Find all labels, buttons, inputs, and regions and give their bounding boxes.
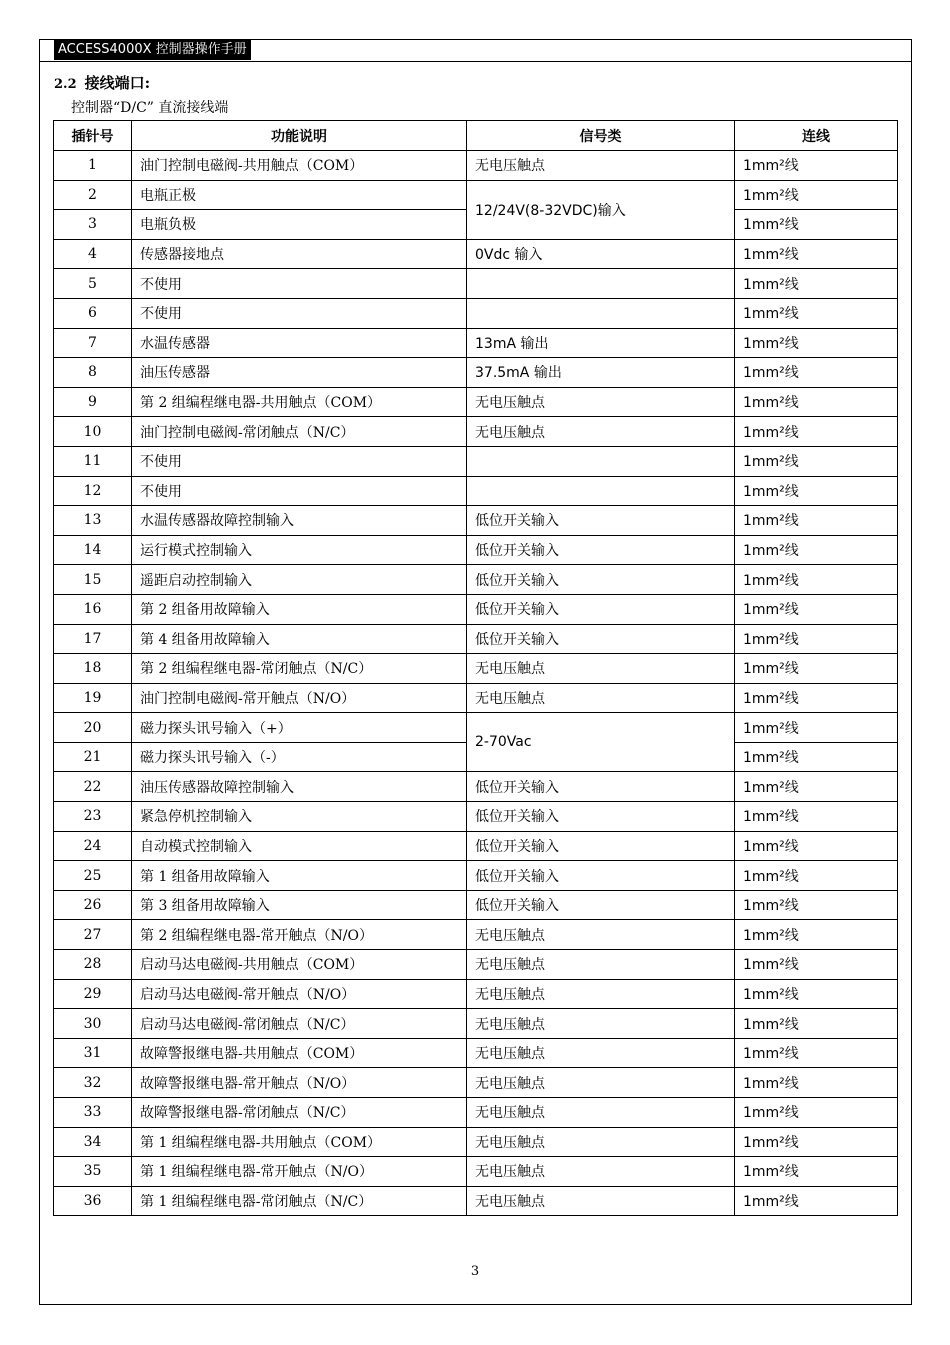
pin-number-cell: 4	[54, 239, 132, 269]
pin-number-cell: 12	[54, 476, 132, 506]
document-header-title: ACCESS4000X 控制器操作手册	[54, 39, 251, 60]
table-header-row	[54, 121, 898, 151]
column-header-wire: 连线	[735, 121, 898, 151]
wire-spec-cell: 1mm²线	[735, 1127, 898, 1157]
function-cell: 第 4 组备用故障输入	[132, 624, 467, 654]
function-cell: 电瓶正极	[132, 180, 467, 210]
pin-number-cell: 32	[54, 1068, 132, 1098]
wire-spec-cell: 1mm²线	[735, 328, 898, 358]
signal-type-cell: 低位开关输入	[467, 624, 735, 654]
wire-spec-cell: 1mm²线	[735, 446, 898, 476]
pin-number-cell: 5	[54, 269, 132, 299]
pin-number-cell: 14	[54, 535, 132, 565]
function-cell: 遥距启动控制输入	[132, 565, 467, 595]
function-cell: 不使用	[132, 446, 467, 476]
wire-spec-cell: 1mm²线	[735, 239, 898, 269]
signal-type-cell	[467, 269, 735, 299]
function-cell: 故障警报继电器-常闭触点（N/C）	[132, 1098, 467, 1128]
signal-type-cell: 低位开关输入	[467, 890, 735, 920]
wire-spec-cell: 1mm²线	[735, 535, 898, 565]
signal-type-cell: 无电压触点	[467, 1186, 735, 1216]
signal-type-cell: 2-70Vac	[467, 713, 735, 772]
table-row	[54, 861, 898, 891]
pin-number-cell: 3	[54, 210, 132, 240]
pin-number-cell: 6	[54, 298, 132, 328]
pin-number-cell: 15	[54, 565, 132, 595]
table-row	[54, 180, 898, 210]
section-subtitle: 控制器“D/C” 直流接线端	[71, 100, 229, 116]
wire-spec-cell: 1mm²线	[735, 506, 898, 536]
function-cell: 启动马达电磁阀-常开触点（N/O）	[132, 979, 467, 1009]
signal-type-cell: 37.5mA 输出	[467, 358, 735, 388]
table-row	[54, 506, 898, 536]
signal-type-cell: 无电压触点	[467, 979, 735, 1009]
signal-type-cell: 无电压触点	[467, 1068, 735, 1098]
table-row	[54, 831, 898, 861]
signal-type-cell	[467, 298, 735, 328]
function-cell: 电瓶负极	[132, 210, 467, 240]
table-row	[54, 1186, 898, 1216]
wire-spec-cell: 1mm²线	[735, 802, 898, 832]
signal-type-cell: 13mA 输出	[467, 328, 735, 358]
signal-type-cell: 低位开关输入	[467, 565, 735, 595]
wire-spec-cell: 1mm²线	[735, 742, 898, 772]
wire-spec-cell: 1mm²线	[735, 565, 898, 595]
function-cell: 油门控制电磁阀-共用触点（COM）	[132, 151, 467, 181]
pin-number-cell: 19	[54, 683, 132, 713]
pin-number-cell: 24	[54, 831, 132, 861]
table-row	[54, 417, 898, 447]
signal-type-cell: 低位开关输入	[467, 802, 735, 832]
table-row	[54, 446, 898, 476]
pin-number-cell: 22	[54, 772, 132, 802]
table-row	[54, 298, 898, 328]
function-cell: 运行模式控制输入	[132, 535, 467, 565]
wire-spec-cell: 1mm²线	[735, 772, 898, 802]
pin-number-cell: 16	[54, 594, 132, 624]
pin-number-cell: 1	[54, 151, 132, 181]
table-row	[54, 1127, 898, 1157]
signal-type-cell: 0Vdc 输入	[467, 239, 735, 269]
signal-type-cell: 无电压触点	[467, 1098, 735, 1128]
signal-type-cell: 无电压触点	[467, 1157, 735, 1187]
function-cell: 油门控制电磁阀-常开触点（N/O）	[132, 683, 467, 713]
pin-number-cell: 11	[54, 446, 132, 476]
signal-type-cell: 无电压触点	[467, 950, 735, 980]
pin-number-cell: 31	[54, 1038, 132, 1068]
signal-type-cell	[467, 446, 735, 476]
table-row	[54, 802, 898, 832]
table-row	[54, 358, 898, 388]
table-row	[54, 772, 898, 802]
function-cell: 故障警报继电器-共用触点（COM）	[132, 1038, 467, 1068]
wire-spec-cell: 1mm²线	[735, 683, 898, 713]
table-row	[54, 920, 898, 950]
pin-number-cell: 10	[54, 417, 132, 447]
table-row	[54, 683, 898, 713]
signal-type-cell: 无电压触点	[467, 151, 735, 181]
signal-type-cell: 无电压触点	[467, 1127, 735, 1157]
signal-type-cell: 无电压触点	[467, 387, 735, 417]
pin-number-cell: 26	[54, 890, 132, 920]
wiring-port-table	[53, 120, 898, 1216]
table-row	[54, 239, 898, 269]
function-cell: 油门控制电磁阀-常闭触点（N/C）	[132, 417, 467, 447]
signal-type-cell: 无电压触点	[467, 683, 735, 713]
wire-spec-cell: 1mm²线	[735, 298, 898, 328]
section-heading	[54, 72, 150, 93]
function-cell: 第 1 组编程继电器-共用触点（COM）	[132, 1127, 467, 1157]
function-cell: 第 1 组编程继电器-常闭触点（N/C）	[132, 1186, 467, 1216]
pin-number-cell: 18	[54, 654, 132, 684]
table-row	[54, 476, 898, 506]
wire-spec-cell: 1mm²线	[735, 1009, 898, 1039]
wire-spec-cell: 1mm²线	[735, 151, 898, 181]
function-cell: 第 3 组备用故障输入	[132, 890, 467, 920]
signal-type-cell: 低位开关输入	[467, 861, 735, 891]
signal-type-cell: 无电压触点	[467, 1009, 735, 1039]
table-row	[54, 1068, 898, 1098]
function-cell: 不使用	[132, 476, 467, 506]
table-row	[54, 713, 898, 743]
table-row	[54, 269, 898, 299]
column-header-signal: 信号类	[467, 121, 735, 151]
function-cell: 水温传感器故障控制输入	[132, 506, 467, 536]
table-row	[54, 1098, 898, 1128]
table-row	[54, 1157, 898, 1187]
pin-number-cell: 17	[54, 624, 132, 654]
wire-spec-cell: 1mm²线	[735, 476, 898, 506]
table-row	[54, 328, 898, 358]
wire-spec-cell: 1mm²线	[735, 1038, 898, 1068]
table-row	[54, 950, 898, 980]
wire-spec-cell: 1mm²线	[735, 387, 898, 417]
table-row	[54, 594, 898, 624]
wire-spec-cell: 1mm²线	[735, 1098, 898, 1128]
header-divider	[39, 61, 912, 62]
signal-type-cell	[467, 476, 735, 506]
function-cell: 第 2 组编程继电器-共用触点（COM）	[132, 387, 467, 417]
pin-number-cell: 9	[54, 387, 132, 417]
table-row	[54, 1009, 898, 1039]
signal-type-cell: 无电压触点	[467, 920, 735, 950]
signal-type-cell: 低位开关输入	[467, 594, 735, 624]
pin-number-cell: 28	[54, 950, 132, 980]
table-row	[54, 624, 898, 654]
pin-number-cell: 13	[54, 506, 132, 536]
signal-type-cell: 无电压触点	[467, 654, 735, 684]
pin-number-cell: 29	[54, 979, 132, 1009]
wire-spec-cell: 1mm²线	[735, 594, 898, 624]
pin-number-cell: 36	[54, 1186, 132, 1216]
pin-number-cell: 21	[54, 742, 132, 772]
function-cell: 故障警报继电器-常开触点（N/O）	[132, 1068, 467, 1098]
function-cell: 传感器接地点	[132, 239, 467, 269]
wire-spec-cell: 1mm²线	[735, 358, 898, 388]
pin-number-cell: 35	[54, 1157, 132, 1187]
pin-number-cell: 7	[54, 328, 132, 358]
pin-number-cell: 23	[54, 802, 132, 832]
signal-type-cell: 无电压触点	[467, 417, 735, 447]
wire-spec-cell: 1mm²线	[735, 1186, 898, 1216]
table-row	[54, 387, 898, 417]
wire-spec-cell: 1mm²线	[735, 210, 898, 240]
table-row	[54, 654, 898, 684]
function-cell: 不使用	[132, 298, 467, 328]
function-cell: 自动模式控制输入	[132, 831, 467, 861]
page-number: 3	[470, 1264, 480, 1279]
function-cell: 第 2 组编程继电器-常开触点（N/O）	[132, 920, 467, 950]
wire-spec-cell: 1mm²线	[735, 654, 898, 684]
function-cell: 第 1 组编程继电器-常开触点（N/O）	[132, 1157, 467, 1187]
table-row	[54, 1038, 898, 1068]
function-cell: 第 2 组备用故障输入	[132, 594, 467, 624]
pin-number-cell: 30	[54, 1009, 132, 1039]
wire-spec-cell: 1mm²线	[735, 624, 898, 654]
wire-spec-cell: 1mm²线	[735, 1157, 898, 1187]
table-row	[54, 535, 898, 565]
wire-spec-cell: 1mm²线	[735, 417, 898, 447]
function-cell: 启动马达电磁阀-常闭触点（N/C）	[132, 1009, 467, 1039]
column-header-pin: 插针号	[54, 121, 132, 151]
signal-type-cell: 无电压触点	[467, 1038, 735, 1068]
function-cell: 磁力探头讯号输入（+）	[132, 713, 467, 743]
wire-spec-cell: 1mm²线	[735, 269, 898, 299]
signal-type-cell: 低位开关输入	[467, 506, 735, 536]
signal-type-cell: 低位开关输入	[467, 831, 735, 861]
wire-spec-cell: 1mm²线	[735, 950, 898, 980]
table-row	[54, 979, 898, 1009]
wire-spec-cell: 1mm²线	[735, 979, 898, 1009]
wire-spec-cell: 1mm²线	[735, 920, 898, 950]
signal-type-cell: 12/24V(8-32VDC)输入	[467, 180, 735, 239]
wire-spec-cell: 1mm²线	[735, 890, 898, 920]
function-cell: 第 1 组备用故障输入	[132, 861, 467, 891]
function-cell: 不使用	[132, 269, 467, 299]
pin-number-cell: 33	[54, 1098, 132, 1128]
function-cell: 磁力探头讯号输入（-）	[132, 742, 467, 772]
function-cell: 紧急停机控制输入	[132, 802, 467, 832]
function-cell: 油压传感器	[132, 358, 467, 388]
pin-number-cell: 25	[54, 861, 132, 891]
table-row	[54, 890, 898, 920]
wire-spec-cell: 1mm²线	[735, 831, 898, 861]
wire-spec-cell: 1mm²线	[735, 180, 898, 210]
function-cell: 第 2 组编程继电器-常闭触点（N/C）	[132, 654, 467, 684]
pin-number-cell: 20	[54, 713, 132, 743]
section-number: 2.2	[54, 77, 77, 92]
table-row	[54, 151, 898, 181]
pin-number-cell: 34	[54, 1127, 132, 1157]
pin-number-cell: 8	[54, 358, 132, 388]
table-row	[54, 565, 898, 595]
function-cell: 启动马达电磁阀-共用触点（COM）	[132, 950, 467, 980]
column-header-function: 功能说明	[132, 121, 467, 151]
pin-number-cell: 2	[54, 180, 132, 210]
section-title: 接线端口:	[84, 74, 151, 92]
wire-spec-cell: 1mm²线	[735, 1068, 898, 1098]
function-cell: 油压传感器故障控制输入	[132, 772, 467, 802]
function-cell: 水温传感器	[132, 328, 467, 358]
pin-number-cell: 27	[54, 920, 132, 950]
wire-spec-cell: 1mm²线	[735, 713, 898, 743]
signal-type-cell: 低位开关输入	[467, 535, 735, 565]
signal-type-cell: 低位开关输入	[467, 772, 735, 802]
wire-spec-cell: 1mm²线	[735, 861, 898, 891]
